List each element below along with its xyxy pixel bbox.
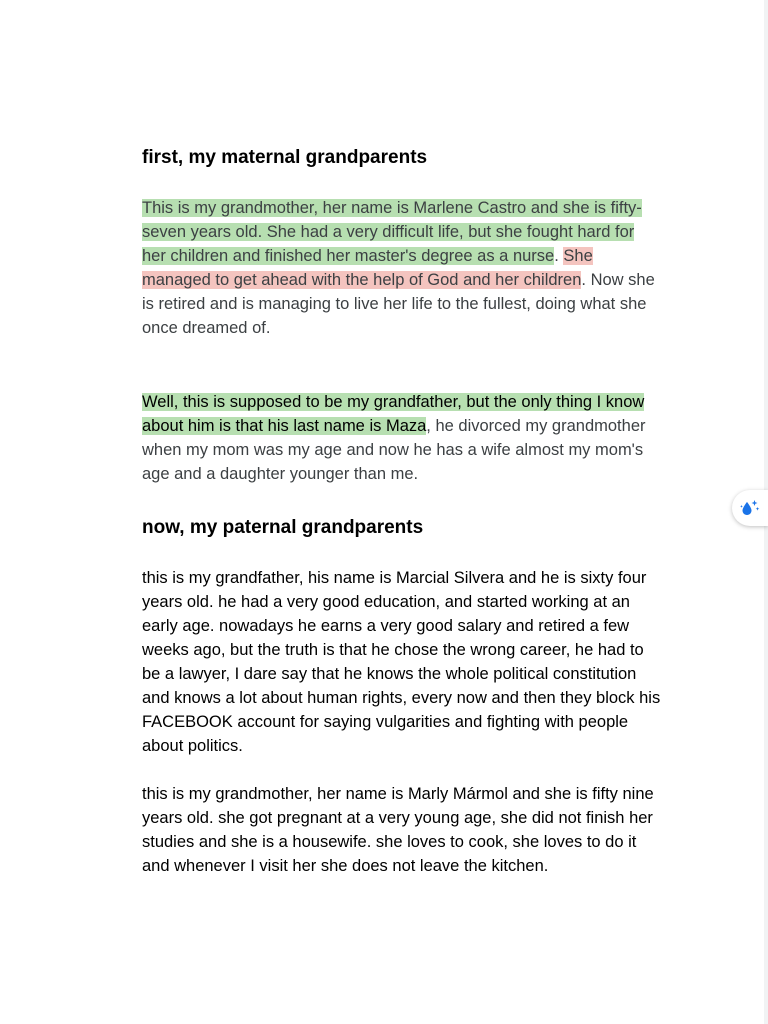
paragraph-text: . Now she is retired and is managing to live her life to the fullest, doing what she once dreamed of. (142, 271, 655, 337)
heading-maternal: first, my maternal grandparents (142, 147, 428, 168)
highlight-red: She managed to get ahead with the help of God and her children (142, 247, 593, 289)
highlight-green: This is my grandmother, her name is Marlene Castro and she is fifty-seven years old. She had a very difficult life, but she fought hard for her children and finished her master's degree as a nurse (142, 199, 642, 265)
document-body[interactable] (142, 146, 662, 878)
heading-paternal: now, my paternal grandparents (142, 517, 424, 538)
highlight-green: Well, this is supposed to be my grandfather, but the only thing I know about him is that his last name is Maza (142, 393, 645, 435)
paragraph-paternal-grandmother: this is my grandmother, her name is Marly Mármol and she is fifty nine years old. she got pregnant at a very young age, she did not finish her studies and she is a housewife. she loves to cook, she loves to do it and whenever I visit her she does not leave the kitchen. (142, 785, 654, 875)
ai-assist-button[interactable] (732, 490, 768, 526)
paragraph-maternal-grandfather (142, 390, 662, 486)
paragraph-paternal-grandfather: this is my grandfather, his name is Marcial Silvera and he is sixty four years old. he had a very good education, and started working at an early age. nowadays he earns a very good salary and retired a few weeks ago, but the truth is that he chose the wrong career, he had to be a lawyer, I dare say that he knows the whole political constitution and knows a lot about human rights, every now and then they block his FACEBOOK account for saying vulgarities and fighting with people about politics. (142, 569, 661, 755)
text-separator: . (554, 247, 564, 265)
sparkle-drop-icon (739, 497, 761, 519)
paragraph-maternal-grandmother (142, 196, 662, 340)
paragraph-text: , he divorced my grandmother when my mom was my age and now he has a wife almost my mom's age and a daughter younger than me. (142, 417, 646, 483)
